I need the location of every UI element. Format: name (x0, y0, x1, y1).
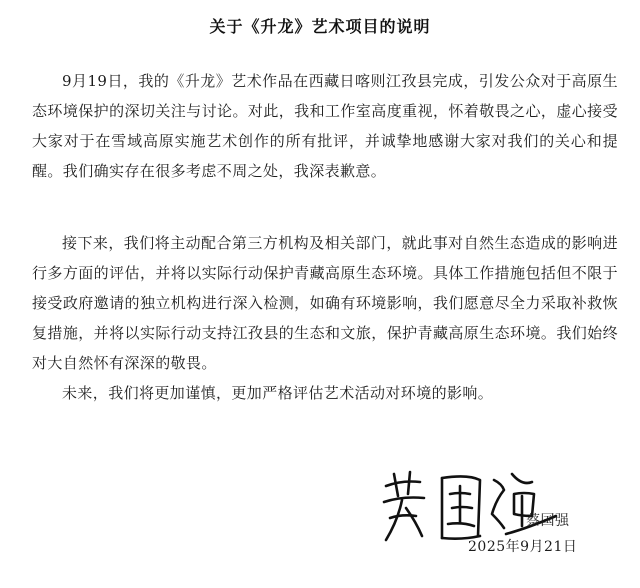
paragraph-next-steps: 接下来，我们将主动配合第三方机构及相关部门，就此事对自然生态造成的影响进行多方面的评估，并将以实际行动保护青藏高原生态环境。具体工作措施包括但不限于接受政府邀请的独立机构进行深入检测，如确有环境影响，我们愿意尽全力采取补救恢复措施，并将以实际行动支持江孜县的生态和文旅，保护青藏高原生态环境。我们始终对大自然怀有深深的敬畏。 (32, 234, 618, 372)
document-title: 关于《升龙》艺术项目的说明 (209, 17, 431, 36)
document-date: 2025年9月21日 (468, 539, 578, 555)
signer-name: 蔡国强 (526, 513, 570, 529)
paragraph-apology: 9月19日，我的《升龙》艺术作品在西藏日喀则江孜县完成，引发公众对于高原生态环境保护的深切关注与讨论。对此，我和工作室高度重视，怀着敬畏之心，虚心接受大家对于在雪域高原实施艺术创作的所有批评，并诚挚地感谢大家对我们的关心和提醒。我们确实存在很多考虑不周之处，我深表歉意。 (32, 72, 618, 180)
paragraph-future: 未来，我们将更加谨慎，更加严格评估艺术活动对环境的影响。 (62, 384, 494, 402)
